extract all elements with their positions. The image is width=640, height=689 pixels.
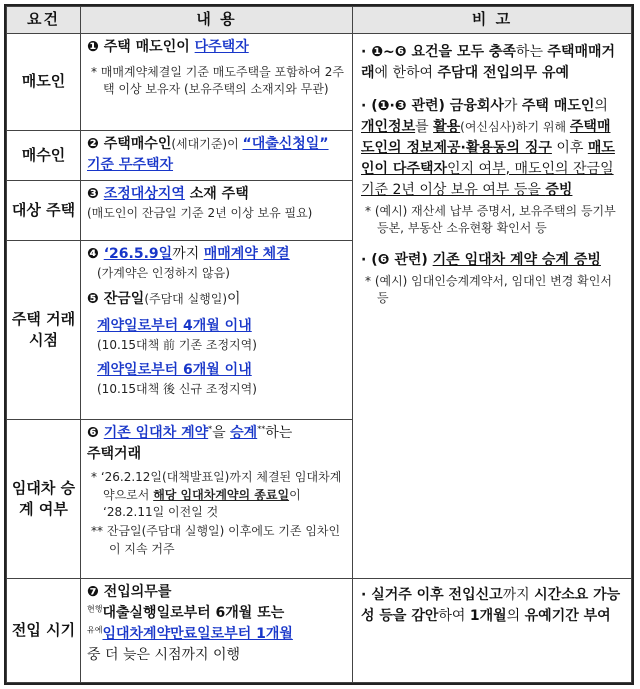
remark-2-note: * (예시) 재산세 납부 증명서, 보유주택의 등기부 등본, 부동산 소유현황 확인서 등 — [365, 203, 616, 236]
label-seller: 매도인 — [7, 33, 81, 130]
content-timing: ❹ ‘26.5.9일까지 매매계약 체결 (가계약은 인정하지 않음) ❺ 잔금일(주담대 실행일)이 계약일로부터 4개월 이내 (10.15대책 前 기존 조정지역) 계약일로부터 6개월 이내 (10.15대책 後 신규 조정지역) — [81, 241, 353, 420]
remarks-upper — [353, 33, 632, 578]
header-requirement: 요건 — [7, 7, 81, 34]
label-lease: 임대차 승계 여부 — [7, 420, 81, 579]
requirements-table — [6, 6, 632, 683]
label-moving: 전입 시기 — [7, 579, 81, 683]
label-buyer: 매수인 — [7, 130, 81, 180]
remark-3: · (❻ 관련) 기존 임대차 계약 승계 증빙 — [361, 251, 601, 268]
content-seller — [81, 33, 353, 130]
remark-2: · (❶·❸ 관련) 금융회사가 주택 매도인의 개인정보를 활용(여신심사)하기 위해 주택매도인의 정보제공·활용동의 징구 이후 매도인이 다주택자인지 여부, 매도인의 잔금일 기준 2년 이상 보유 여부 등을 증빙 — [361, 97, 615, 198]
row-moving — [7, 579, 632, 683]
remark-1: · ❶~❻ 요건을 모두 충족하는 주택매매거래에 한하여 주담대 전입의무 유예 — [361, 43, 616, 81]
target-sub: (매도인이 잔금일 기준 2년 이상 보유 필요) — [87, 205, 313, 220]
label-target: 대상 주택 — [7, 180, 81, 240]
remarks-lower — [353, 579, 632, 683]
content-moving: ❼ 전입의무를 $^{현행}$대출실행일로부터 6개월 또는 $^{유예}$임대차계약만료일로부터 1개월 중 더 늦은 시점까지 이행 — [81, 579, 353, 683]
content-buyer: ❷ 주택매수인(세대기준)이 “대출신청일” 기준 무주택자 — [81, 130, 353, 180]
content-lease: ❻ 기존 임대차 계약*을 승계**하는 주택거래 * ‘26.2.12일(대책발표일)까지 체결된 임대차계약으로서 해당 임대차계약의 종료일이 ‘28.2.11일 이전일 것 ** 잔금일(주담대 실행일) 이후에도 기존 임차인이 지속 거주 — [81, 420, 353, 579]
remark-3-note: * (예시) 임대인승계계약서, 임대인 변경 확인서 등 — [365, 273, 612, 306]
remark-4: · 실거주 이후 전입신고까지 시간소요 가능성 등을 감안하여 1개월의 유예기간 부여 — [361, 587, 621, 625]
content-target: ❸ 조정대상지역 소재 주택 (매도인이 잔금일 기준 2년 이상 보유 필요) — [81, 180, 353, 240]
header-remark: 비 고 — [353, 7, 632, 34]
seller-line: ❶ 주택 매도인이 다주택자 — [87, 38, 249, 55]
label-timing: 주택 거래 시점 — [7, 241, 81, 420]
policy-table-frame — [4, 4, 634, 685]
header-row — [7, 7, 632, 34]
row-seller — [7, 33, 632, 130]
seller-note: * 매매계약체결일 기준 매도주택을 포함하여 2주택 이상 보유자 (보유주택의 소재지와 무관) — [91, 64, 344, 97]
header-content: 내 용 — [81, 7, 353, 34]
